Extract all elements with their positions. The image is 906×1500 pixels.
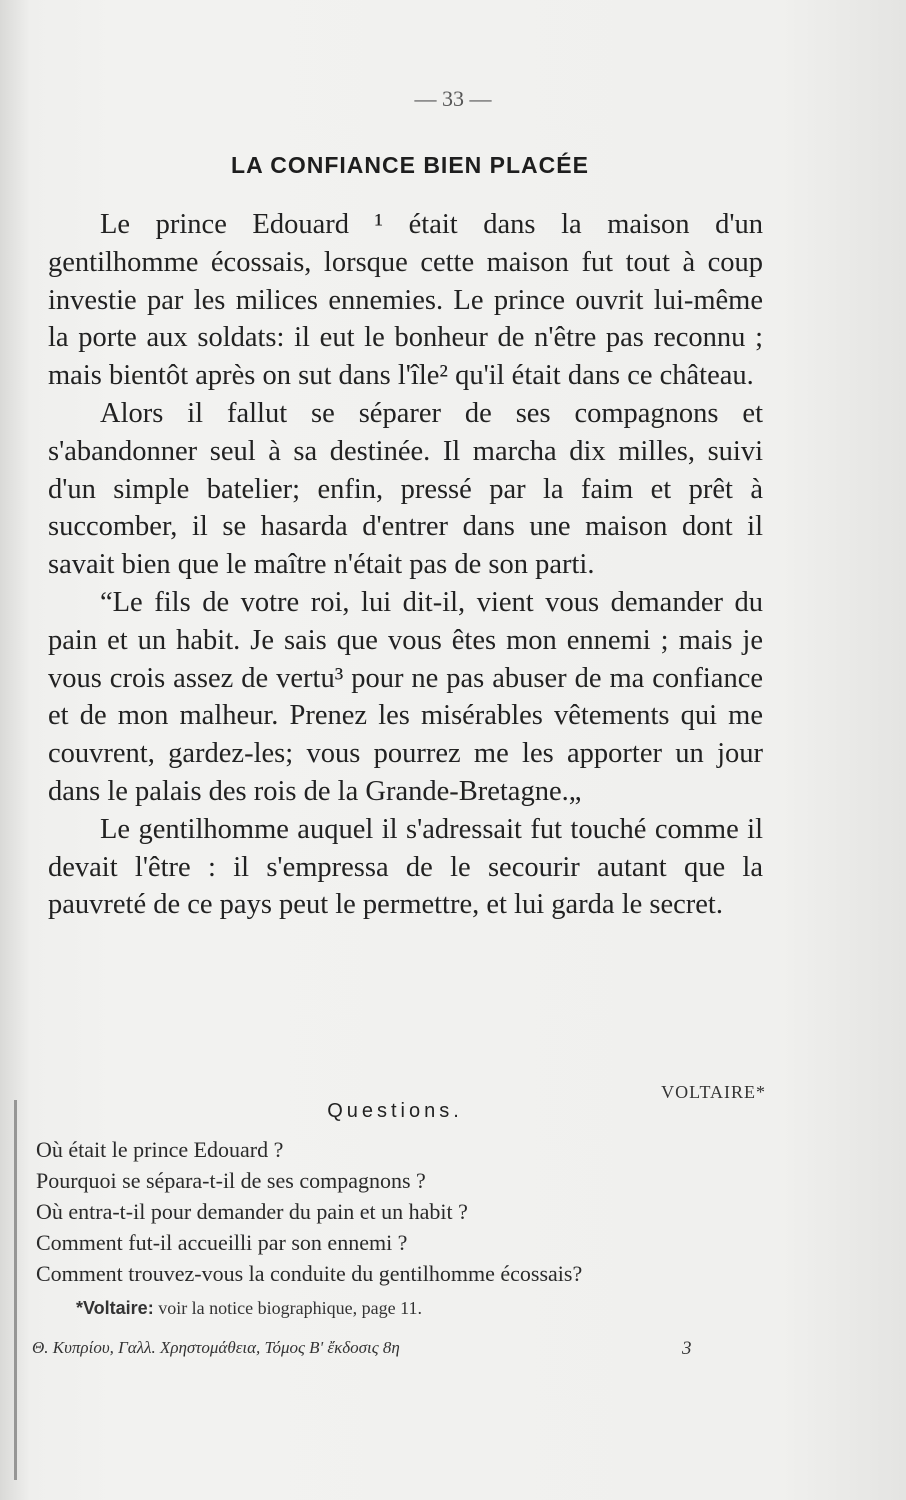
question-item: Pourquoi se sépara-t-il de ses compagnons ? bbox=[36, 1168, 426, 1193]
signature-mark: 3 bbox=[682, 1338, 692, 1359]
question-item: Comment fut-il accueilli par son ennemi ? bbox=[36, 1230, 408, 1255]
page-edge-mark bbox=[14, 1100, 17, 1480]
story-body bbox=[48, 206, 763, 924]
footer-citation: Θ. Κυπρίου, Γαλλ. Χρηστομάθεια, Τόμος Β' ἔκδοσις 8η bbox=[32, 1338, 400, 1357]
author-signature: VOLTAIRE* bbox=[661, 1082, 766, 1102]
paragraph: Alors il fallut se séparer de ses compagnons et s'abandonner seul à sa destinée. Il marcha dix milles, suivi d'un simple batelier; enfin, pressé par la faim et prêt à succomber, il se hasarda d'entrer dans une maison dont il savait bien que le maître n'était pas de son parti. bbox=[48, 397, 763, 581]
story-title: LA CONFIANCE BIEN PLACÉE bbox=[231, 152, 589, 178]
question-item: Comment trouvez-vous la conduite du gentilhomme écossais? bbox=[36, 1261, 583, 1286]
paragraph: Le gentilhomme auquel il s'adressait fut touché comme il devait l'être : il s'empressa de le secourir autant que la pauvreté de ce pays peut le permettre, et lui garda le secret. bbox=[48, 813, 763, 921]
paragraph: “Le fils de votre roi, lui dit-il, vient vous demander du pain et un habit. Je sais que vous êtes mon ennemi ; mais je vous crois assez de vertu³ pour ne pas abuser de ma confiance et de mon malheur. Prenez les misérables vêtements qui me couvrent, gardez-les; vous pourrez me les apporter un jour dans le palais des rois de la Grande-Bretagne.„ bbox=[48, 586, 763, 807]
footnote bbox=[76, 1298, 776, 1319]
book-footer bbox=[32, 1338, 712, 1358]
paragraph: Le prince Edouard ¹ était dans la maison d'un gentilhomme écossais, lorsque cette maison fut tout à coup investie par les milices ennemies. Le prince ouvrit lui-même la porte aux soldats: il eut le bonheur de n'être pas reconnu ; mais bientôt après on sut dans l'île² qu'il était dans ce château. bbox=[48, 209, 763, 392]
question-item: Où était le prince Edouard ? bbox=[36, 1137, 284, 1162]
footnote-label: *Voltaire: bbox=[76, 1298, 154, 1318]
footnote-text: voir la notice biographique, page 11. bbox=[158, 1298, 422, 1318]
question-item: Où entra-t-il pour demander du pain et un habit ? bbox=[36, 1199, 468, 1224]
questions-list bbox=[36, 1134, 766, 1289]
page-number: — 33 — bbox=[414, 86, 492, 111]
questions-heading: Questions. bbox=[327, 1100, 463, 1122]
